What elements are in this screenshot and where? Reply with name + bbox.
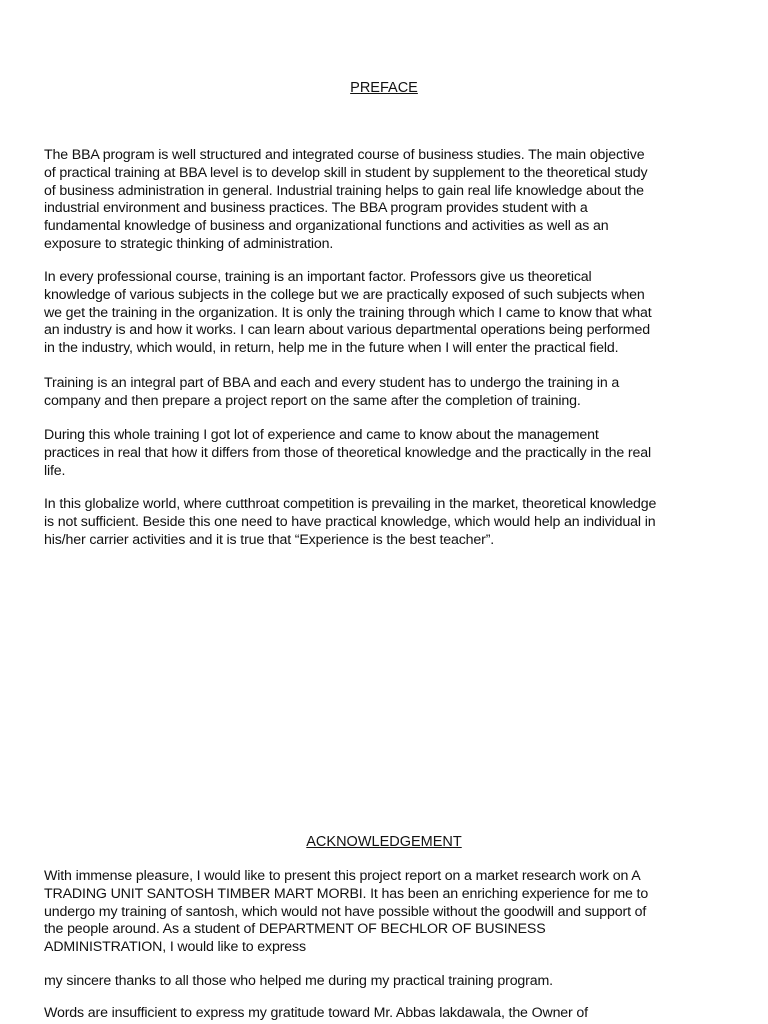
text-line: his/her carrier activities and it is true that “Experience is the best teacher”. [44, 531, 495, 548]
text-line: the people around. As a student of DEPARTMENT OF BECHLOR OF BUSINESS [44, 921, 546, 938]
text-line: of business administration in general. Industrial training helps to gain real life knowledge about the [44, 182, 644, 199]
text-line: my sincere thanks to all those who helped me during my practical training program. [44, 973, 553, 989]
text-line: exposure to strategic thinking of administration. [44, 235, 334, 252]
preface-paragraph-4 [44, 427, 734, 480]
text-line: Words are insufficient to express my gratitude toward Mr. Abbas lakdawala, the Owner of [44, 1005, 588, 1021]
text-line: is not sufficient. Beside this one need to have practical knowledge, which would help an individual in [44, 513, 656, 530]
preface-paragraph-2 [44, 269, 734, 358]
preface-paragraph-1 [44, 147, 734, 254]
acknowledgement-paragraph-2 [44, 973, 734, 991]
text-line: industrial environment and business practices. The BBA program provides student with a [44, 200, 588, 217]
text-line: company and then prepare a project report on the same after the completion of training. [44, 392, 581, 409]
preface-heading: PREFACE [350, 80, 418, 96]
text-line: knowledge of various subjects in the college but we are practically exposed of such subjects when [44, 286, 645, 303]
text-line: undergo my training of santosh, which would not have possible without the goodwill and support of [44, 903, 647, 920]
text-line: fundamental knowledge of business and organizational functions and activities as well as an [44, 218, 609, 235]
preface-paragraph-3 [44, 375, 734, 411]
text-line: In this globalize world, where cutthroat competition is prevailing in the market, theoretical knowledge [44, 496, 657, 512]
text-line: During this whole training I got lot of experience and came to know about the management [44, 427, 599, 443]
text-line: The BBA program is well structured and integrated course of business studies. The main objective [44, 147, 645, 163]
text-line: in the industry, which would, in return, help me in the future when I will enter the practical field. [44, 340, 619, 357]
text-line: With immense pleasure, I would like to present this project report on a market research work on A [44, 868, 641, 884]
text-line: TRADING UNIT SANTOSH TIMBER MART MORBI. It has been an enriching experience for me to [44, 885, 649, 902]
text-line: In every professional course, training is an important factor. Professors give us theoretical [44, 269, 592, 285]
text-line: an industry is and how it works. I can learn about various departmental operations being performed [44, 322, 650, 339]
acknowledgement-paragraph-3 [44, 1005, 734, 1023]
text-line: life. [44, 462, 66, 479]
text-line: Training is an integral part of BBA and each and every student has to undergo the training in a [44, 375, 620, 391]
preface-paragraph-5 [44, 496, 734, 549]
acknowledgement-paragraph-1 [44, 868, 734, 957]
text-line: ADMINISTRATION, I would like to express [44, 939, 306, 956]
acknowledgement-heading: ACKNOWLEDGEMENT [306, 834, 462, 850]
text-line: we get the training in the organization. It is only the training through which I came to know that what [44, 304, 652, 321]
text-line: practices in real that how it differs from those of theoretical knowledge and the practically in the real [44, 444, 651, 461]
text-line: of practical training at BBA level is to develop skill in student by supplement to the theoretical study [44, 164, 648, 181]
